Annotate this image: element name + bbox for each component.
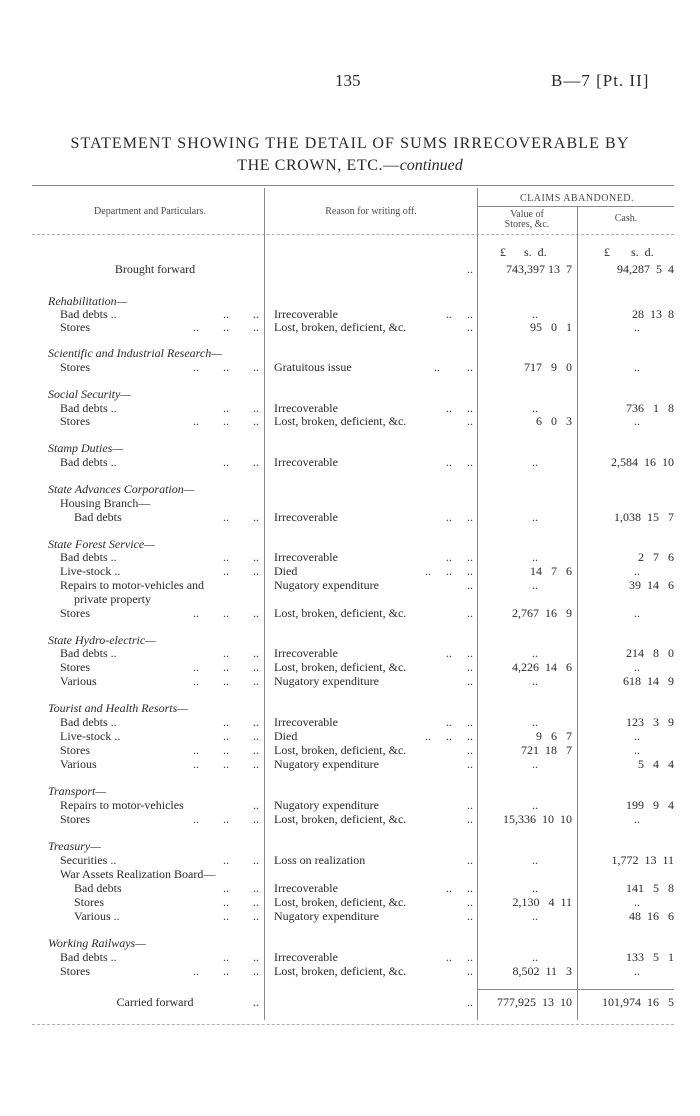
- reason-leader-dots: .. .. ..: [425, 729, 473, 743]
- reason-leader-dots: .. ..: [446, 881, 473, 895]
- particulars-leader-dots: .. .. ..: [193, 812, 259, 826]
- table-row: [0, 537, 700, 551]
- statement-title-line1: STATEMENT SHOWING THE DETAIL OF SUMS IRRECOVERABLE BY: [70, 135, 630, 152]
- table-row: [0, 294, 700, 308]
- reason-leader-dots: ..: [467, 674, 473, 688]
- row-reason: Irrecoverable: [274, 950, 338, 964]
- stores-value: ..: [532, 715, 538, 729]
- row-particulars: Stores: [60, 360, 90, 374]
- cash-value: 199 9 4: [626, 798, 674, 812]
- row-particulars: Stores: [60, 812, 90, 826]
- reason-leader-dots: ..: [467, 853, 473, 867]
- table-row: [0, 867, 700, 881]
- row-particulars: Bad debts: [74, 510, 122, 524]
- cash-value: ..: [634, 564, 640, 578]
- particulars-leader-dots: .. ..: [223, 455, 259, 469]
- row-particulars: Stores: [74, 895, 104, 909]
- stores-value: 777,925 13 10: [497, 995, 572, 1009]
- row-particulars: Repairs to motor-vehicles: [60, 798, 184, 812]
- row-particulars: Housing Branch—: [60, 496, 151, 510]
- cash-value: ..: [634, 812, 640, 826]
- particulars-leader-dots: .. ..: [223, 715, 259, 729]
- stores-value: 9 6 7: [536, 729, 572, 743]
- particulars-leader-dots: .. .. ..: [193, 674, 259, 688]
- particulars-leader-dots: ..: [253, 798, 259, 812]
- row-reason: Gratuitous issue: [274, 360, 352, 374]
- stores-value: 2,767 16 9: [512, 606, 572, 620]
- stores-value: ..: [532, 881, 538, 895]
- row-reason: Irrecoverable: [274, 307, 338, 321]
- reason-leader-dots: ..: [467, 414, 473, 428]
- reason-leader-dots: ..: [467, 578, 473, 592]
- table-row: [0, 262, 700, 276]
- cash-value: ..: [634, 964, 640, 978]
- row-particulars: Bad debts ..: [60, 550, 117, 564]
- table-row: [0, 646, 700, 660]
- title-main: THE CROWN, ETC.—: [237, 157, 400, 174]
- table-row: [0, 307, 700, 321]
- particulars-leader-dots: .. .. ..: [193, 743, 259, 757]
- reason-leader-dots: .. ..: [446, 401, 473, 415]
- row-particulars: Transport—: [48, 784, 107, 798]
- row-reason: Nugatory expenditure: [274, 578, 379, 592]
- table-row: [0, 936, 700, 950]
- claims-abandoned-header: CLAIMS ABANDONED.: [519, 193, 635, 204]
- cash-value: 123 3 9: [626, 715, 674, 729]
- row-particulars: Bad debts ..: [60, 950, 117, 964]
- cash-header: Cash.: [614, 213, 638, 224]
- cash-value: 48 16 6: [629, 909, 674, 923]
- table-row: [0, 895, 700, 909]
- stores-value: 15,336 10 10: [503, 812, 572, 826]
- table-row: [0, 798, 700, 812]
- claims-header-rule: [477, 206, 674, 207]
- cash-value: 94,287 5 4: [617, 262, 674, 276]
- row-particulars: Stores: [60, 743, 90, 757]
- row-particulars: Repairs to motor-vehicles and: [60, 578, 205, 592]
- cash-value: ..: [634, 729, 640, 743]
- table-row: [0, 909, 700, 923]
- table-row: [0, 320, 700, 334]
- table-row: [0, 729, 700, 743]
- row-reason: Died: [274, 564, 298, 578]
- stores-value: ..: [532, 646, 538, 660]
- reason-leader-dots: .. ..: [446, 715, 473, 729]
- row-particulars: Various: [60, 757, 97, 771]
- stores-value: ..: [532, 909, 538, 923]
- row-particulars: Stores: [60, 414, 90, 428]
- row-reason: Lost, broken, deficient, &c.: [274, 320, 407, 334]
- table-row: [0, 401, 700, 415]
- particulars-leader-dots: ..: [253, 995, 259, 1009]
- table-row: [0, 701, 700, 715]
- stores-value: 95 0 1: [530, 320, 572, 334]
- cash-value: 618 14 9: [623, 674, 674, 688]
- row-particulars: War Assets Realization Board—: [60, 867, 216, 881]
- stores-value: ..: [532, 550, 538, 564]
- table-row: [0, 496, 700, 510]
- table-row: [0, 592, 700, 606]
- table-bottom-rule: [32, 1024, 674, 1025]
- reason-leader-dots: ..: [467, 262, 473, 276]
- total-rule: [477, 989, 674, 990]
- row-reason: Irrecoverable: [274, 550, 338, 564]
- cash-value: 2 7 6: [638, 550, 674, 564]
- table-row: [0, 881, 700, 895]
- row-particulars: private property: [74, 592, 151, 606]
- row-reason: Lost, broken, deficient, &c.: [274, 606, 407, 620]
- row-particulars: Bad debts ..: [60, 715, 117, 729]
- cash-value: ..: [634, 414, 640, 428]
- table-row: [0, 578, 700, 592]
- table-row: [0, 441, 700, 455]
- table-row: [0, 360, 700, 374]
- cash-value: 133 5 1: [626, 950, 674, 964]
- cash-value: 736 1 8: [626, 401, 674, 415]
- row-reason: Lost, broken, deficient, &c.: [274, 964, 407, 978]
- row-reason: Irrecoverable: [274, 510, 338, 524]
- row-particulars: Carried forward: [116, 995, 194, 1009]
- particulars-leader-dots: .. .. ..: [193, 606, 259, 620]
- row-particulars: Various ..: [74, 909, 120, 923]
- row-reason: Lost, broken, deficient, &c.: [274, 414, 407, 428]
- reason-leader-dots: .. ..: [446, 455, 473, 469]
- particulars-leader-dots: .. ..: [223, 646, 259, 660]
- row-reason: Lost, broken, deficient, &c.: [274, 660, 407, 674]
- stores-value: 2,130 4 11: [512, 895, 572, 909]
- cash-value: ..: [634, 660, 640, 674]
- row-reason: Irrecoverable: [274, 715, 338, 729]
- particulars-leader-dots: .. .. ..: [193, 320, 259, 334]
- table-row: [0, 633, 700, 647]
- particulars-leader-dots: .. ..: [223, 909, 259, 923]
- stores-value: ..: [532, 510, 538, 524]
- stores-value: ..: [532, 455, 538, 469]
- row-particulars: Bad debts ..: [60, 646, 117, 660]
- cash-value: ..: [634, 743, 640, 757]
- table-row: [0, 564, 700, 578]
- row-reason: Irrecoverable: [274, 401, 338, 415]
- stores-currency-units: £ s. d.: [500, 245, 547, 259]
- stores-header-line2: Stores, &c.: [504, 219, 550, 230]
- row-particulars: Treasury—: [48, 839, 101, 853]
- row-particulars: State Advances Corporation—: [48, 482, 195, 496]
- table-row: [0, 995, 700, 1009]
- reason-leader-dots: ..: [467, 660, 473, 674]
- row-particulars: Bad debts ..: [60, 307, 117, 321]
- row-reason: Nugatory expenditure: [274, 757, 379, 771]
- stores-value: ..: [532, 798, 538, 812]
- reason-leader-dots: ..: [467, 909, 473, 923]
- particulars-leader-dots: .. .. ..: [193, 360, 259, 374]
- cash-value: ..: [634, 895, 640, 909]
- cash-value: 1,038 15 7: [614, 510, 674, 524]
- table-row: [0, 812, 700, 826]
- stores-value: ..: [532, 307, 538, 321]
- report-reference: B—7 [Pt. II]: [551, 71, 650, 90]
- particulars-leader-dots: .. .. ..: [193, 964, 259, 978]
- particulars-leader-dots: .. .. ..: [193, 757, 259, 771]
- row-particulars: Brought forward: [114, 262, 196, 276]
- row-particulars: Scientific and Industrial Research—: [48, 346, 222, 360]
- cash-value: 2,584 16 10: [611, 455, 674, 469]
- row-particulars: Tourist and Health Resorts—: [48, 701, 188, 715]
- stores-value: 4,226 14 6: [512, 660, 572, 674]
- table-row: [0, 414, 700, 428]
- row-reason: Lost, broken, deficient, &c.: [274, 743, 407, 757]
- table-row: [0, 346, 700, 360]
- table-row: [0, 387, 700, 401]
- table-row: [0, 839, 700, 853]
- row-particulars: Live-stock ..: [60, 729, 121, 743]
- row-reason: Lost, broken, deficient, &c.: [274, 812, 407, 826]
- table-row: [0, 674, 700, 688]
- row-reason: Irrecoverable: [274, 881, 338, 895]
- row-particulars: Working Railways—: [48, 936, 146, 950]
- particulars-leader-dots: .. ..: [223, 401, 259, 415]
- reason-leader-dots: .. ..: [446, 550, 473, 564]
- stores-value: ..: [532, 757, 538, 771]
- particulars-leader-dots: .. ..: [223, 881, 259, 895]
- table-row: [0, 853, 700, 867]
- row-reason: Died: [274, 729, 298, 743]
- row-particulars: Bad debts: [74, 881, 122, 895]
- cash-value: ..: [634, 360, 640, 374]
- table-row: [0, 784, 700, 798]
- row-particulars: Rehabilitation—: [48, 294, 128, 308]
- row-particulars: Securities ..: [60, 853, 117, 867]
- reason-header: Reason for writing off.: [325, 206, 417, 217]
- cash-value: 214 8 0: [626, 646, 674, 660]
- reason-leader-dots: ..: [467, 320, 473, 334]
- stores-value: 6 0 3: [536, 414, 572, 428]
- table-row: [0, 660, 700, 674]
- row-particulars: Stamp Duties—: [48, 441, 123, 455]
- stores-header-line1: Value of: [510, 209, 544, 220]
- reason-leader-dots: ..: [467, 895, 473, 909]
- stores-value: 717 9 0: [524, 360, 572, 374]
- department-header: Department and Particulars.: [94, 206, 206, 217]
- stores-value: 8,502 11 3: [512, 964, 572, 978]
- table-row: [0, 455, 700, 469]
- row-particulars: Stores: [60, 320, 90, 334]
- table-row: [0, 606, 700, 620]
- stores-value: ..: [532, 853, 538, 867]
- row-particulars: Bad debts ..: [60, 455, 117, 469]
- stores-value: 743,397 13 7: [506, 262, 572, 276]
- particulars-leader-dots: .. .. ..: [193, 660, 259, 674]
- reason-leader-dots: .. ..: [446, 510, 473, 524]
- cash-value: 39 14 6: [629, 578, 674, 592]
- reason-leader-dots: ..: [467, 798, 473, 812]
- row-reason: Nugatory expenditure: [274, 909, 379, 923]
- row-reason: Irrecoverable: [274, 646, 338, 660]
- row-reason: Lost, broken, deficient, &c.: [274, 895, 407, 909]
- row-particulars: Stores: [60, 964, 90, 978]
- cash-value: 28 13 8: [632, 307, 674, 321]
- particulars-leader-dots: .. .. ..: [193, 414, 259, 428]
- table-row: [0, 950, 700, 964]
- particulars-leader-dots: .. ..: [223, 950, 259, 964]
- page-number: 135: [335, 71, 361, 90]
- row-particulars: Stores: [60, 660, 90, 674]
- reason-leader-dots: .. ..: [434, 360, 473, 374]
- table-row: [0, 743, 700, 757]
- row-reason: Loss on realization: [274, 853, 366, 867]
- cash-value: 141 5 8: [626, 881, 674, 895]
- row-particulars: Social Security—: [48, 387, 131, 401]
- row-particulars: State Hydro-electric—: [48, 633, 156, 647]
- reason-leader-dots: ..: [467, 743, 473, 757]
- particulars-leader-dots: .. ..: [223, 729, 259, 743]
- cash-value: ..: [634, 606, 640, 620]
- reason-leader-dots: ..: [467, 995, 473, 1009]
- stores-value: 14 7 6: [530, 564, 572, 578]
- row-particulars: Bad debts ..: [60, 401, 117, 415]
- reason-leader-dots: ..: [467, 964, 473, 978]
- reason-leader-dots: ..: [467, 606, 473, 620]
- title-continued: continued: [399, 157, 463, 174]
- reason-leader-dots: .. ..: [446, 950, 473, 964]
- table-row: [0, 757, 700, 771]
- reason-leader-dots: ..: [467, 757, 473, 771]
- particulars-leader-dots: .. ..: [223, 853, 259, 867]
- cash-currency-units: £ s. d.: [604, 245, 654, 259]
- stores-value: ..: [532, 674, 538, 688]
- stores-value: ..: [532, 401, 538, 415]
- reason-leader-dots: .. ..: [446, 646, 473, 660]
- stores-value: ..: [532, 578, 538, 592]
- cash-value: ..: [634, 320, 640, 334]
- row-particulars: Various: [60, 674, 97, 688]
- particulars-leader-dots: .. ..: [223, 564, 259, 578]
- reason-leader-dots: .. .. ..: [425, 564, 473, 578]
- table-top-rule: [32, 185, 674, 186]
- row-particulars: State Forest Service—: [48, 537, 155, 551]
- particulars-leader-dots: .. ..: [223, 307, 259, 321]
- table-row: [0, 510, 700, 524]
- stores-value: ..: [532, 950, 538, 964]
- cash-value: 101,974 16 5: [602, 995, 674, 1009]
- particulars-leader-dots: .. ..: [223, 895, 259, 909]
- statement-title-line2: [0, 157, 700, 175]
- particulars-leader-dots: .. ..: [223, 510, 259, 524]
- cash-value: 1,772 13 11: [611, 853, 674, 867]
- reason-leader-dots: .. ..: [446, 307, 473, 321]
- cash-value: 5 4 4: [638, 757, 674, 771]
- row-particulars: Stores: [60, 606, 90, 620]
- table-row: [0, 964, 700, 978]
- table-row: [0, 550, 700, 564]
- row-reason: Irrecoverable: [274, 455, 338, 469]
- row-particulars: Live-stock ..: [60, 564, 121, 578]
- stores-value: 721 18 7: [521, 743, 572, 757]
- row-reason: Nugatory expenditure: [274, 798, 379, 812]
- particulars-leader-dots: .. ..: [223, 550, 259, 564]
- reason-leader-dots: ..: [467, 812, 473, 826]
- table-row: [0, 482, 700, 496]
- row-reason: Nugatory expenditure: [274, 674, 379, 688]
- table-row: [0, 715, 700, 729]
